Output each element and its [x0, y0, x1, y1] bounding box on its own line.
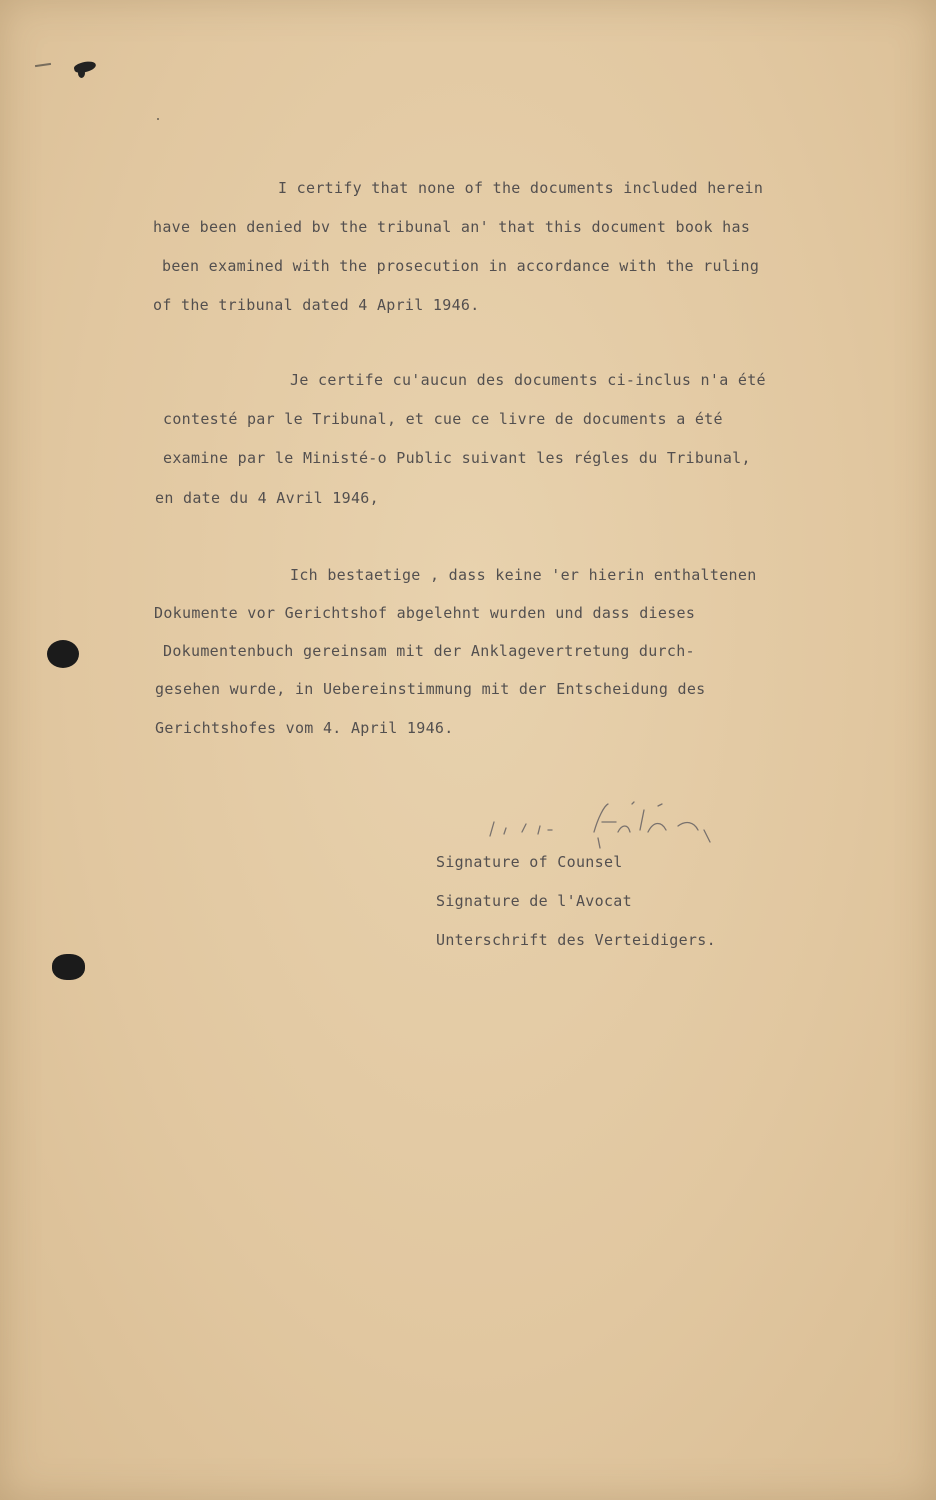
german-line-5: Gerichtshofes vom 4. April 1946.	[155, 719, 454, 737]
ink-blot-top-left	[73, 59, 97, 74]
signature-label-french: Signature de l'Avocat	[436, 892, 632, 910]
signature-label-german: Unterschrift des Verteidigers.	[436, 931, 716, 949]
signature-label-english: Signature of Counsel	[436, 853, 623, 871]
french-line-1: Je certife cu'aucun des documents ci-inclus n'a été	[290, 371, 766, 389]
german-line-1: Ich bestaetige , dass keine 'er hierin enthaltenen	[290, 566, 757, 584]
german-line-3: Dokumentenbuch gereinsam mit der Anklagevertretung durch-	[163, 642, 695, 660]
french-line-3: examine par le Ministé-o Public suivant les régles du Tribunal,	[163, 449, 751, 467]
english-line-2: have been denied bv the tribunal an' that this document book has	[153, 218, 751, 236]
german-line-2: Dokumente vor Gerichtshof abgelehnt wurden und dass dieses	[154, 604, 696, 622]
french-line-4: en date du 4 Avril 1946,	[155, 489, 379, 507]
ink-mark-top-left	[35, 63, 51, 67]
french-line-2: contesté par le Tribunal, et cue ce livre de documents a été	[163, 410, 723, 428]
punch-hole-lower	[52, 954, 85, 980]
english-line-4: of the tribunal dated 4 April 1946.	[153, 296, 480, 314]
english-line-3: been examined with the prosecution in accordance with the ruling	[162, 257, 760, 275]
ink-dot	[157, 118, 159, 120]
english-line-1: I certify that none of the documents included herein	[278, 179, 764, 197]
ink-blot-top-left-tail	[78, 68, 85, 78]
punch-hole-upper	[47, 640, 79, 668]
handwritten-signature	[482, 800, 732, 850]
german-line-4: gesehen wurde, in Uebereinstimmung mit der Entscheidung des	[155, 680, 706, 698]
